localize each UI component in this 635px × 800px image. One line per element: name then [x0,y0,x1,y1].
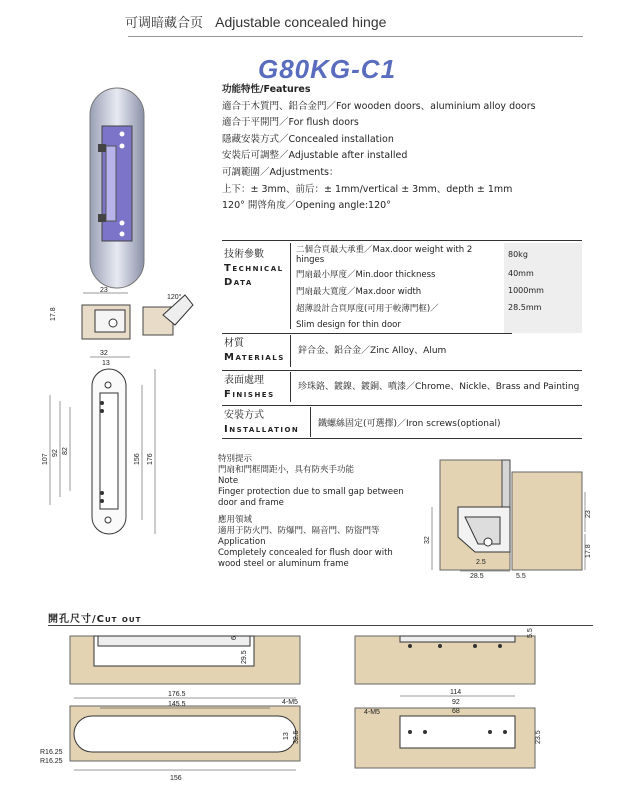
spec-value [504,316,582,333]
dim-label: 29.5 [241,650,248,664]
dim-label: R16.25 [40,758,63,765]
cutout-title-text: 開孔尺寸/Cut out [48,614,142,625]
application-title: 應用領域 [218,515,253,525]
installation-label-en: Installation [224,424,300,435]
dim-label: 32 [100,350,108,357]
dim-label: 92 [452,699,460,706]
spec-label: 門扇最小厚度／Min.door thickness [296,269,436,280]
dim-label: 32.5 [293,730,300,744]
dim-label: 107 [42,453,49,465]
materials-divider [222,333,512,334]
dim-label: 176 [147,453,154,465]
dim-label: 13 [102,360,110,367]
table-row [292,243,582,265]
feature-line: 適合于木質門、鋁合金門／For wooden doors、aluminium alloy doors [222,100,536,112]
installation-bottom-line [222,438,582,439]
dim-label: 4-M5 [364,709,380,716]
application-en-line: Completely concealed for flush door with [218,548,393,558]
dim-label: 5.5 [527,628,534,638]
dim-label: 156 [170,775,182,782]
installation-value: 鐵螺絲固定(可選擇)／Iron screws(optional) [318,419,501,429]
table-row [292,265,582,282]
installed-section-drawing [420,452,600,587]
header-divider [128,36,583,37]
finishes-divider [222,370,582,371]
dim-label: 23 [100,287,108,294]
table-row [292,299,582,316]
technical-divider [222,240,582,241]
installation-label [224,409,299,437]
spec-label: 二個合頁最大承重／Max.door weight with 2 hinges [296,245,473,265]
dim-label: 13 [283,732,290,740]
finishes-value: 珍珠鉻、鍍鎳、鍍銅、噴漆／Chrome、Nickle、Brass and Painting [298,382,580,392]
installation-vline [310,407,311,437]
finishes-vline [290,372,291,402]
dim-label: 6 [231,636,238,640]
dim-label: 120° [167,294,182,301]
note-title: 特別提示 [218,454,253,464]
cutout-right-drawing [350,618,550,783]
dim-label: 145.5 [168,701,186,708]
spec-value: 1000mm [504,282,582,299]
table-divider [290,243,291,329]
spec-value: 40mm [504,265,582,282]
dim-label: 156 [134,453,141,465]
header-title-cn: 可调暗藏合页 [125,16,204,31]
hinge-product-image [88,86,148,291]
features-title: 功能特性/Features [222,84,311,95]
technical-label-cn: 技術參數 [224,249,264,260]
dim-label: R16.25 [40,749,63,756]
application-cn: 適用于防火門、防爆門、隔音門、防盜門等 [218,526,380,536]
feature-line: 安裝后可調整／Adjustable after installed [222,150,408,162]
dim-label: 28.5 [470,573,484,580]
feature-line: 120° 開啓角度／Opening angle:120° [222,200,391,212]
dim-label: 82 [62,447,69,455]
spec-value: 28.5mm [504,299,582,316]
application-en-title: Application [218,537,266,547]
spec-label: 門扇最大寬度／Max.door width [296,286,422,297]
dim-label: 23 [585,510,592,518]
top-profile-drawings [25,285,200,345]
materials-vline [290,335,291,367]
note-en-line: Finger protection due to small gap between [218,487,404,497]
spec-label: 超薄設計合頁厚度(可用于較薄門框)／ [296,303,439,314]
page-header [125,12,386,31]
technical-label [224,248,284,290]
note-en-title: Note [218,476,239,486]
features-block [222,82,536,215]
installation-label-cn: 安裝方式 [224,410,264,421]
note-block [218,454,404,570]
dim-label: 5.5 [516,573,526,580]
note-cn: 門扇和門框間距小，具有防夾手功能 [218,465,355,475]
technical-label-en: Technical Data [224,263,284,288]
materials-value: 鋅合金、鋁合金／Zinc Alloy、Alum [298,346,447,356]
table-row [292,316,582,333]
finishes-label-cn: 表面處理 [224,375,264,386]
application-en-line: wood steel or aluminum frame [218,559,349,569]
feature-line: 適合于平開門／For flush doors [222,117,359,129]
finishes-label [224,374,275,402]
dim-label: 92 [52,449,59,457]
dim-label: 4-M5 [282,699,298,706]
dim-label: 17.8 [585,544,592,558]
materials-label-cn: 材質 [224,338,244,349]
installation-divider [222,405,582,406]
note-en-line: door and frame [218,498,284,508]
dim-label: 2.5 [476,559,486,566]
spec-label: Slim design for thin door [296,319,401,330]
feature-line: 隱藏安裝方式／Concealed installation [222,133,394,145]
dim-label: 114 [450,689,462,696]
dim-label: 32 [424,536,431,544]
dim-label: 17.8 [50,307,57,321]
cutout-left-drawing [40,618,320,788]
table-row [292,282,582,299]
dim-label: 23.5 [535,730,542,744]
spec-value: 80kg [504,243,582,265]
header-title-en: Adjustable concealed hinge [215,14,387,30]
feature-line: 可調範圍／Adjustments： [222,166,339,178]
model-number: G80KG-C1 [258,54,397,84]
finishes-label-en: Finishes [224,389,275,400]
materials-label-en: Materials [224,352,285,363]
dim-label: 68 [452,708,460,715]
feature-line: 上下：± 3mm、前后：± 1mm/vertical ± 3mm、depth ± 1mm [222,183,513,195]
dim-label: 176.5 [168,691,186,698]
technical-table [292,243,582,333]
hinge-front-drawing [30,345,180,540]
materials-label [224,337,285,365]
